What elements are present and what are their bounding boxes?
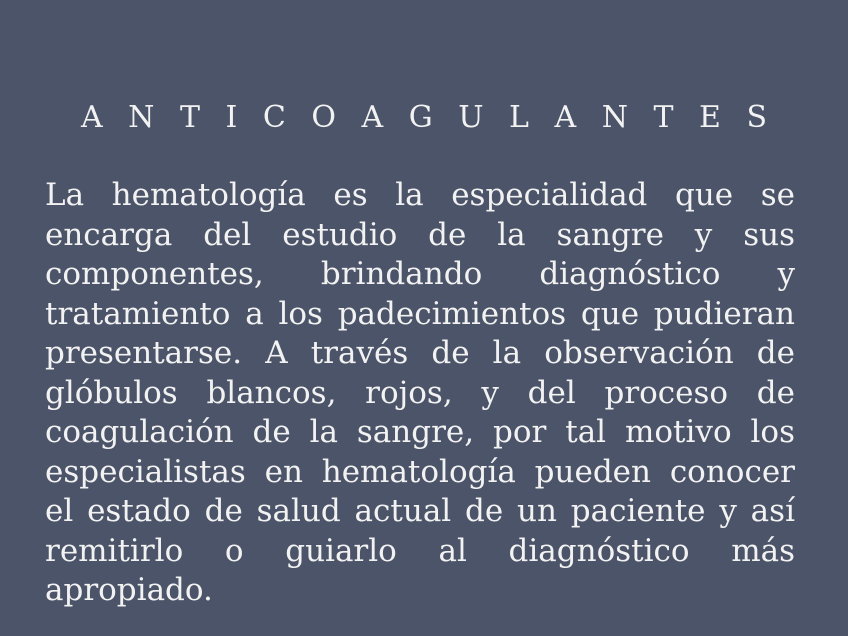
slide-title: A N T I C O A G U L A N T E S	[80, 100, 776, 135]
slide-body-text: La hematología es la especialidad que se encarga del estudio de la sangre y sus componentes, brindando diagnóstico y tratamiento a los padecimientos que pudieran presentarse. A través de la observación de glóbulos blancos, rojos, y del proceso de coagulación de la sangre, por tal motivo los especialistas en hematología pueden conocer el estado de salud actual de un paciente y así remitirlo o guiarlo al diagnóstico más apropiado.	[45, 177, 795, 608]
